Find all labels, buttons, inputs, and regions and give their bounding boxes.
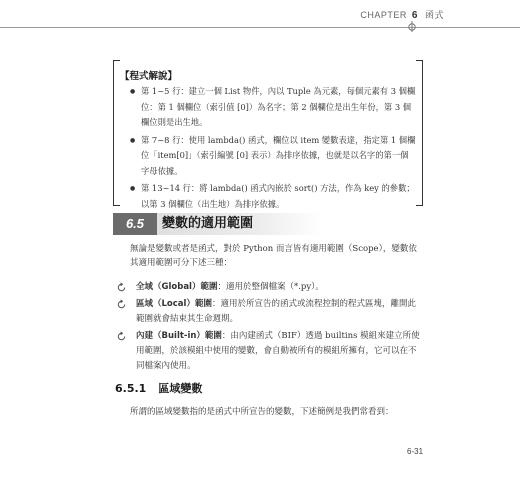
subsection-heading bbox=[115, 380, 202, 396]
box-corner bbox=[416, 199, 423, 206]
refresh-arrow-icon bbox=[116, 331, 127, 342]
scope-item-global bbox=[116, 280, 421, 295]
box-corner bbox=[113, 60, 120, 67]
scope-list bbox=[116, 280, 421, 376]
note-bullet-list bbox=[130, 84, 416, 214]
header-ornament-icon bbox=[406, 20, 418, 32]
chapter-title: 函式 bbox=[424, 10, 444, 20]
refresh-arrow-icon bbox=[116, 282, 127, 293]
page-number: 6-31 bbox=[407, 447, 424, 456]
closing-paragraph: 所謂的區域變數指的是函式中所宣告的變數，下述簡例是我們常看到： bbox=[130, 407, 394, 417]
section-title: 變數的適用範圍 bbox=[162, 216, 254, 231]
note-bullet: ● 第 1~5 行：建立一個 List 物件，內以 Tuple 為元素，每個元素有 3 個欄位：第 1 個欄位（索引值 [0]）為名字；第 2 個欄位是出生年份，第 3 個欄位則是出生地。 bbox=[130, 84, 416, 131]
scope-term: 內建（Built-in）範圍 bbox=[136, 331, 222, 341]
note-bullet: ● 第 13~14 行：將 lambda() 函式內嵌於 sort() 方法，作為 key 的參數；以第 3 個欄位（出生地）為排序依據。 bbox=[130, 181, 416, 212]
scope-desc: ：適用於所宣告的函式或流程控制的程式區塊，離開此範圍就會結束其生命週期。 bbox=[136, 299, 416, 324]
note-box-title: 【程式解說】 bbox=[120, 71, 178, 82]
scope-item-local bbox=[116, 297, 421, 327]
scope-desc: ：由內建函式（BIF）透過 builtins 模組來建立所使用範圍，於該模組中使用的變數，會自動被所有的模組所擁有，它可以在不同檔案內使用。 bbox=[136, 331, 420, 371]
running-header bbox=[360, 8, 444, 21]
box-corner bbox=[416, 60, 423, 67]
scope-item-builtin bbox=[116, 329, 421, 374]
section-number: 6.5 bbox=[113, 213, 157, 235]
scope-term: 全域（Global）範圍 bbox=[136, 282, 218, 292]
box-corner bbox=[113, 199, 120, 206]
header-rule-right bbox=[416, 27, 520, 28]
subsection-number: 6.5.1 bbox=[115, 382, 147, 395]
chapter-label: CHAPTER bbox=[360, 10, 407, 20]
scope-term: 區域（Local）範圍 bbox=[136, 299, 212, 309]
refresh-arrow-icon bbox=[116, 299, 127, 310]
scope-desc: ：適用於整個檔案（*.py）。 bbox=[217, 282, 324, 292]
note-bullet: ● 第 7~8 行：使用 lambda() 函式，欄位以 item 變數表達，指定第 1 個欄位「item[0]」（索引編號 [0] 表示）為排序依據，也就是以名字的第一個字母依據。 bbox=[130, 133, 416, 180]
header-rule bbox=[0, 27, 416, 28]
chapter-number: 6 bbox=[411, 10, 418, 21]
subsection-title: 區域變數 bbox=[158, 382, 203, 395]
intro-paragraph: 無論是變數或者是函式，對於 Python 而言皆有適用範圍（Scope），變數依其適用範圍可分下述三種： bbox=[130, 244, 417, 268]
